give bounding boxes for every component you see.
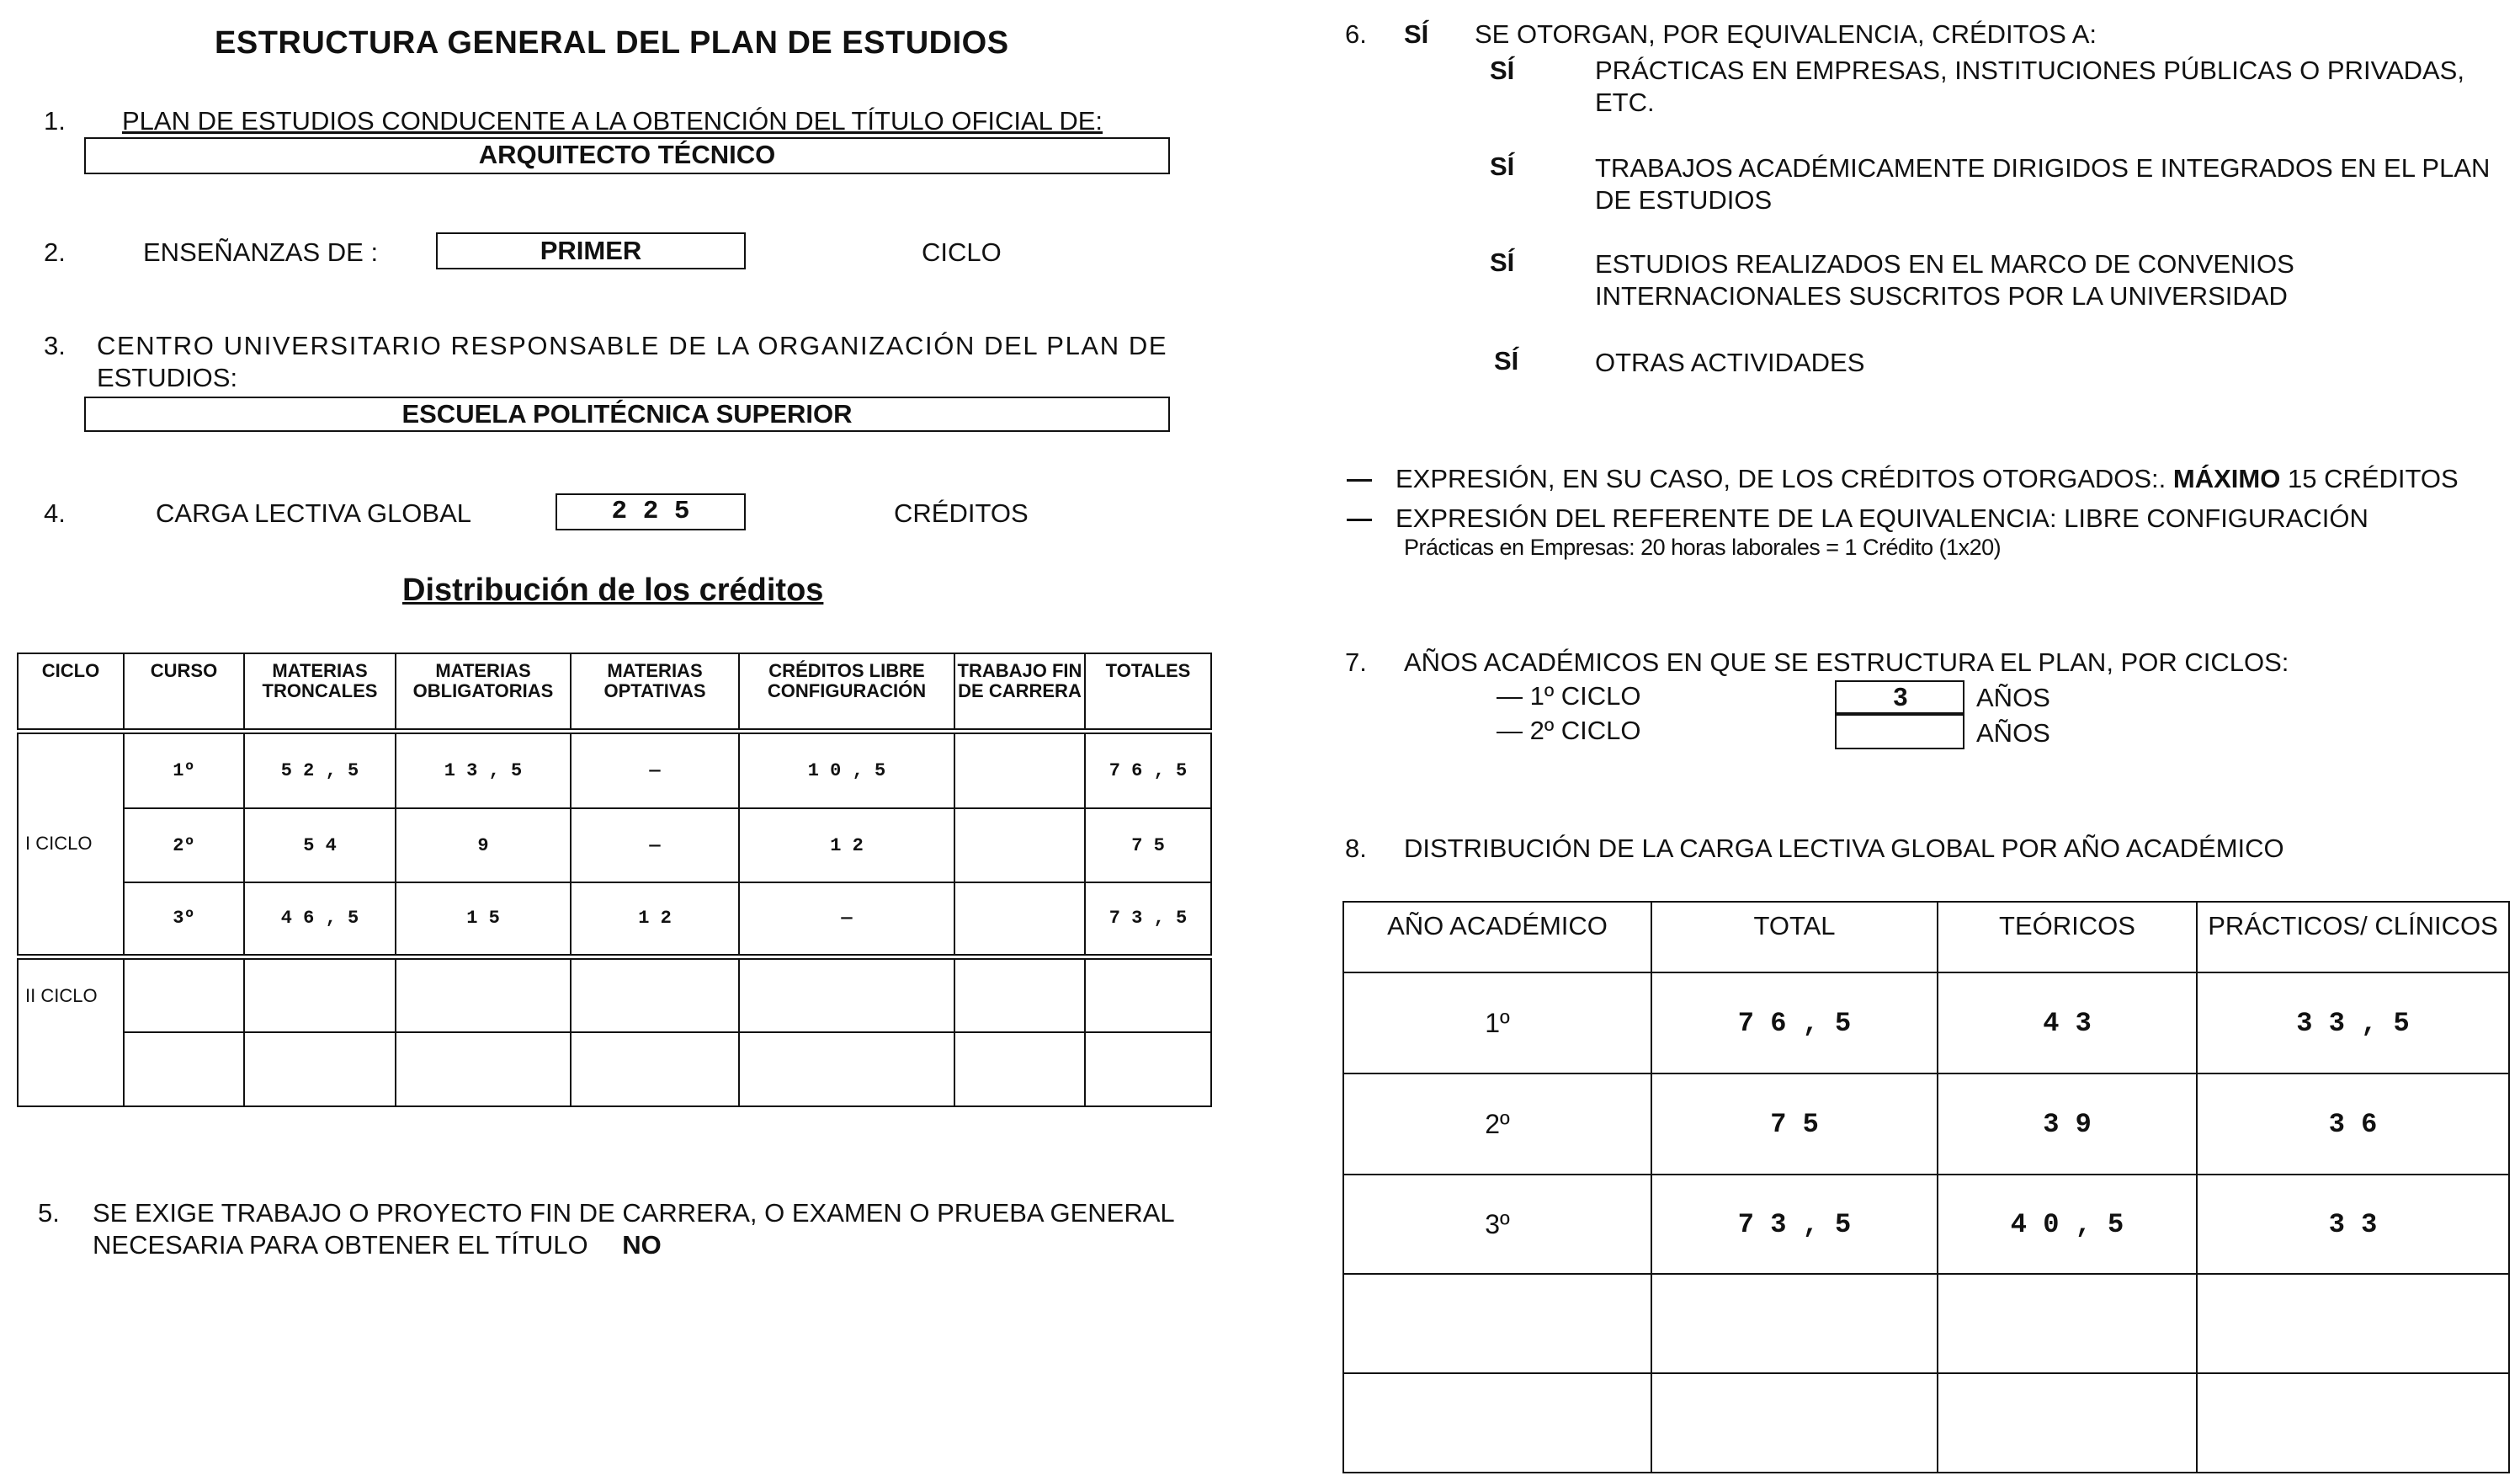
table-row xyxy=(18,1032,1211,1106)
expression-credits-label: EXPRESIÓN, EN SU CASO, DE LOS CRÉDITOS OTORGADOS:. xyxy=(1396,464,2166,493)
table-cell: 4 0 , 5 xyxy=(1938,1175,2197,1274)
table-cell xyxy=(954,1032,1085,1106)
header-ciclo: CICLO xyxy=(18,653,124,731)
table-cell: 1 2 xyxy=(571,882,739,956)
item-1-line1: PRÁCTICAS EN EMPRESAS, INSTITUCIONES PÚBLICAS O PRIVADAS, xyxy=(1595,56,2464,85)
table-cell: 1 2 xyxy=(739,808,954,882)
table-cell: 3 6 xyxy=(2197,1073,2509,1175)
cycle-1-years-unit: AÑOS xyxy=(1976,683,2050,712)
table-row xyxy=(18,808,1211,882)
section-5-line1: SE EXIGE TRABAJO O PROYECTO FIN DE CARRERA, O EXAMEN O PRUEBA GENERAL xyxy=(93,1198,1175,1228)
table-cell xyxy=(1085,1032,1211,1106)
header-ano-academico: AÑO ACADÉMICO xyxy=(1343,902,1651,972)
section-2-number: 2. xyxy=(44,237,66,267)
table-cell: 4 6 , 5 xyxy=(244,882,396,956)
expression-credits xyxy=(1347,463,2459,495)
section-1-label: PLAN DE ESTUDIOS CONDUCENTE A LA OBTENCIÓN DEL TÍTULO OFICIAL DE: xyxy=(122,106,1103,136)
table-cell: — xyxy=(571,731,739,808)
section-1-number: 1. xyxy=(44,106,66,136)
section-2-label: ENSEÑANZAS DE : xyxy=(143,237,379,267)
table-cell: 1 0 , 5 xyxy=(739,731,954,808)
table-cell xyxy=(1085,956,1211,1032)
table-cell: 7 3 , 5 xyxy=(1085,882,1211,956)
table-cell: 1º xyxy=(124,731,244,808)
section-6-number: 6. xyxy=(1345,19,1367,49)
table-cell xyxy=(954,956,1085,1032)
table-row xyxy=(18,731,1211,808)
center-box: ESCUELA POLITÉCNICA SUPERIOR xyxy=(84,397,1170,432)
header-total: TOTAL xyxy=(1651,902,1938,972)
expression-reference-subtext: Prácticas en Empresas: 20 horas laborales = 1 Crédito (1x20) xyxy=(1404,535,2002,560)
years-table xyxy=(1342,901,2510,1473)
table-cell: 1 5 xyxy=(396,882,571,956)
header-totales: TOTALES xyxy=(1085,653,1211,731)
table-cell xyxy=(2197,1274,2509,1373)
document-title: ESTRUCTURA GENERAL DEL PLAN DE ESTUDIOS xyxy=(215,25,1009,61)
expression-reference xyxy=(1347,503,2368,535)
header-practicos-clinicos: PRÁCTICOS/ CLÍNICOS xyxy=(2197,902,2509,972)
cycle-2-label: II CICLO xyxy=(18,956,124,1106)
item-3-line1: ESTUDIOS REALIZADOS EN EL MARCO DE CONVENIOS xyxy=(1595,249,2294,279)
credits-table-header-row xyxy=(18,653,1211,731)
table-cell: 4 3 xyxy=(1938,972,2197,1073)
table-cell: 1 3 , 5 xyxy=(396,731,571,808)
table-cell xyxy=(244,956,396,1032)
table-cell xyxy=(396,1032,571,1106)
header-troncales: MATERIAS TRONCALES xyxy=(244,653,396,731)
item-3-si: SÍ xyxy=(1490,248,1515,277)
item-4-si: SÍ xyxy=(1494,346,1519,376)
table-cell xyxy=(954,882,1085,956)
table-cell: 3 9 xyxy=(1938,1073,2197,1175)
header-trabajo-fin-carrera: TRABAJO FIN DE CARRERA xyxy=(954,653,1085,731)
cycle-1-years-label: — 1º CICLO xyxy=(1497,681,1641,711)
item-1-si: SÍ xyxy=(1490,56,1515,85)
table-row xyxy=(1343,1073,2509,1175)
section-3-number: 3. xyxy=(44,331,66,360)
table-cell: 7 5 xyxy=(1651,1073,1938,1175)
table-cell: 3 3 xyxy=(2197,1175,2509,1274)
table-cell: — xyxy=(571,808,739,882)
table-cell xyxy=(739,1032,954,1106)
cycle-box: PRIMER xyxy=(436,232,746,269)
table-cell xyxy=(1343,1373,1651,1473)
section-7-label: AÑOS ACADÉMICOS EN QUE SE ESTRUCTURA EL PLAN, POR CICLOS: xyxy=(1404,647,2289,677)
section-4-number: 4. xyxy=(44,498,66,528)
cycle-2-years-unit: AÑOS xyxy=(1976,718,2050,748)
cycle-2-years-label: — 2º CICLO xyxy=(1497,716,1641,745)
item-2-line1: TRABAJOS ACADÉMICAMENTE DIRIGIDOS E INTEGRADOS EN EL PLAN xyxy=(1595,153,2491,183)
dash-1 xyxy=(1347,479,1372,482)
dash-2 xyxy=(1347,519,1372,521)
section-3-label-line1: CENTRO UNIVERSITARIO RESPONSABLE DE LA ORGANIZACIÓN DEL PLAN DE xyxy=(97,331,1168,360)
item-4-line1: OTRAS ACTIVIDADES xyxy=(1595,348,1865,377)
table-cell: 2º xyxy=(124,808,244,882)
table-cell: 3º xyxy=(1343,1175,1651,1274)
item-2-line2: DE ESTUDIOS xyxy=(1595,185,1773,215)
table-cell: 3º xyxy=(124,882,244,956)
table-cell: 9 xyxy=(396,808,571,882)
table-cell xyxy=(954,731,1085,808)
expression-reference-text: EXPRESIÓN DEL REFERENTE DE LA EQUIVALENCIA: LIBRE CONFIGURACIÓN xyxy=(1396,503,2368,533)
table-cell xyxy=(571,1032,739,1106)
table-row xyxy=(18,882,1211,956)
section-3-label-line2: ESTUDIOS: xyxy=(97,363,238,392)
distribution-title: Distribución de los créditos xyxy=(402,573,824,608)
section-2-suffix: CICLO xyxy=(922,237,1002,267)
degree-title-box: ARQUITECTO TÉCNICO xyxy=(84,137,1170,174)
section-5-line2-text: NECESARIA PARA OBTENER EL TÍTULO xyxy=(93,1230,588,1260)
table-cell: 7 3 , 5 xyxy=(1651,1175,1938,1274)
table-cell xyxy=(244,1032,396,1106)
table-cell xyxy=(2197,1373,2509,1473)
header-obligatorias: MATERIAS OBLIGATORIAS xyxy=(396,653,571,731)
section-5-answer: NO xyxy=(622,1230,662,1260)
header-teoricos: TEÓRICOS xyxy=(1938,902,2197,972)
table-row xyxy=(1343,1175,2509,1274)
table-row xyxy=(1343,1274,2509,1373)
table-cell xyxy=(1938,1274,2197,1373)
table-cell: 3 3 , 5 xyxy=(2197,972,2509,1073)
table-cell xyxy=(124,956,244,1032)
cycle-1-years-box: 3 xyxy=(1835,680,1964,714)
table-cell xyxy=(1938,1373,2197,1473)
credits-box: 2 2 5 xyxy=(556,493,746,530)
cycle-1-label: I CICLO xyxy=(18,731,124,956)
header-libre-configuracion: CRÉDITOS LIBRE CONFIGURACIÓN xyxy=(739,653,954,731)
section-7-number: 7. xyxy=(1345,647,1367,677)
table-row xyxy=(1343,1373,2509,1473)
table-cell xyxy=(954,808,1085,882)
table-cell: — xyxy=(739,882,954,956)
section-6-label: SE OTORGAN, POR EQUIVALENCIA, CRÉDITOS A: xyxy=(1475,19,2097,49)
table-cell: 2º xyxy=(1343,1073,1651,1175)
table-cell xyxy=(124,1032,244,1106)
table-cell xyxy=(571,956,739,1032)
table-cell xyxy=(396,956,571,1032)
section-5-line2 xyxy=(93,1229,662,1261)
table-cell xyxy=(739,956,954,1032)
table-cell xyxy=(1651,1373,1938,1473)
section-8-number: 8. xyxy=(1345,834,1367,863)
years-table-header-row xyxy=(1343,902,2509,972)
table-cell: 7 6 , 5 xyxy=(1085,731,1211,808)
section-6-si: SÍ xyxy=(1404,19,1429,49)
section-4-label: CARGA LECTIVA GLOBAL xyxy=(156,498,472,528)
item-2-si: SÍ xyxy=(1490,152,1515,181)
section-4-suffix: CRÉDITOS xyxy=(894,498,1029,528)
table-cell: 5 2 , 5 xyxy=(244,731,396,808)
credits-table xyxy=(17,653,1212,1107)
table-cell: 5 4 xyxy=(244,808,396,882)
table-cell: 1º xyxy=(1343,972,1651,1073)
cycle-2-years-box xyxy=(1835,714,1964,749)
section-5-number: 5. xyxy=(38,1198,60,1228)
table-row xyxy=(1343,972,2509,1073)
expression-credits-value: 15 CRÉDITOS xyxy=(2287,464,2459,493)
expression-credits-max: MÁXIMO xyxy=(2172,464,2281,493)
header-optativas: MATERIAS OPTATIVAS xyxy=(571,653,739,731)
table-row xyxy=(18,956,1211,1032)
table-cell xyxy=(1651,1274,1938,1373)
table-cell xyxy=(1343,1274,1651,1373)
header-curso: CURSO xyxy=(124,653,244,731)
item-1-line2: ETC. xyxy=(1595,88,1655,117)
table-cell: 7 6 , 5 xyxy=(1651,972,1938,1073)
section-8-label: DISTRIBUCIÓN DE LA CARGA LECTIVA GLOBAL POR AÑO ACADÉMICO xyxy=(1404,834,2284,863)
item-3-line2: INTERNACIONALES SUSCRITOS POR LA UNIVERSIDAD xyxy=(1595,281,2288,311)
table-cell: 7 5 xyxy=(1085,808,1211,882)
